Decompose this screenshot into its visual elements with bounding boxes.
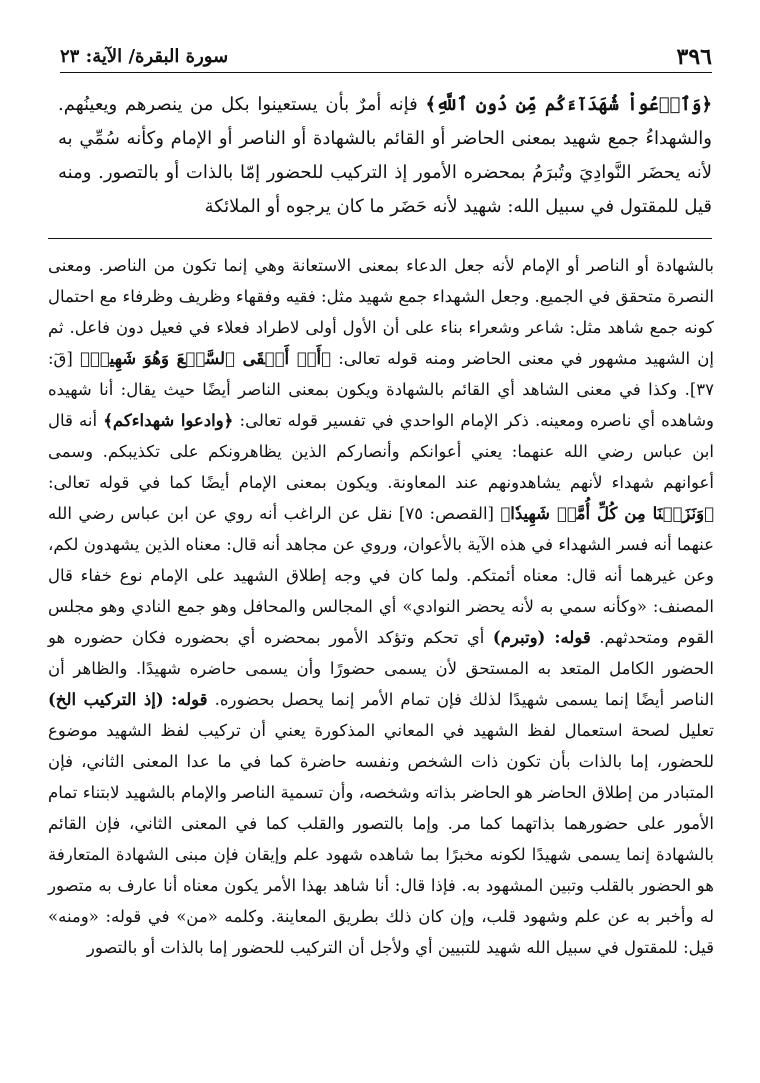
commentary-segment: بالشهادة أو الناصر أو الإمام لأنه جعل الدعاء بمعنى الاستعانة وهي إنما تكون من الناصر. ومعنى النصرة متحقق في الجميع. وجعل الشهداء جمع شهيد مثل: فقيه وفقهاء وظريف وظرفاء مع احتمال كونه جمع شاهد مثل: شاعر وشعراء بناء على أن الأول أولى لاطراد فعلاء في فعيل دون فاعل. ثم إن الشهيد مشهور في معنى الحاضر ومنه قوله تعالى: <box>48 256 715 368</box>
commentary-segment: تعليل لصحة استعمال لفظ الشهيد في المعاني المذكورة يعني أن تركيب لفظ الشهيد موضوع للحضور، إما بالذات بأن تكون ذات الشخص ونفسه حاضرة كما في ما عدا المعنى الثاني، فإن المتبادر من إطلاق الحاضر هو الحاضر بذاته وشخصه، وأن تسمية الناصر والإمام بالشهيد لابتناء تمام الأمور على حضورهما بذاتهما كما مر. وإما بالتصور والقلب كما في المعنى الثاني، فإن القائم بالشهادة إنما يسمى شهيدًا لكونه مخبرًا بما شاهده شهود علم وإيقان فإن مبنى الشهادة المتعارفة هو الحضور بالقلب وتبين المشهود به. فإذا قال: أنا شاهد بهذا الأمر يكون معناه أنا عارف به متصور له وأخبر به عن علم وشهود قلب، وإن كان ذلك بطريق المعاينة. وكلمه «من» في قوله: «ومنه» قيل: للمقتول في سبيل الله شهيد للتبيين أي ولأجل أن التركيب للحضور إما بالذات أو بالتصور <box>48 721 714 957</box>
page-number: ٣٩٦ <box>676 44 712 70</box>
quran-quote: ﴿وَنَزَعۡنَا مِن كُلِّ أُمَّةٖ شَهِيدٗا﴾ <box>500 504 714 523</box>
quran-quote: ﴿وادعوا شهداءكم﴾ <box>103 411 234 430</box>
footnote-separator <box>48 238 712 239</box>
commentary-segment: [القصص: ٧٥] نقل عن الراغب أنه روي عن ابن عباس رضي الله عنهما أنه فسر الشهداء في هذه الآية بالأعوان، وروي عن مجاهد أنه قال: معناه الذين يشهدون لكم، وعن غيرهما أنه قال: معناه أئمتكم. ولما كان في وجه إطلاق الشهيد على الإمام نوع خفاء قال المصنف: «وكأنه سمي به لأنه يحضر النوادي» أي المجالس والمحافل وهو جمع النادي وهو مجلس القوم ومتحدثهم. <box>48 504 714 647</box>
commentary-segment: أي تحكم وتؤكد الأمور بمحضره أي بحضوره فكان حضوره هو الحضور الكامل المتعد به المستحق لأن يسمى حضورًا وأن يسمى حاضره شهيدًا. والظاهر أن الناصر أيضًا إنما يسمى شهيدًا لذلك فإن تمام الأمر إنما يحصل بحضوره. <box>48 628 714 709</box>
commentary-text <box>48 250 714 963</box>
commentary-label: قوله: (إذ التركيب الخ) <box>48 690 208 709</box>
main-text-body: فإنه أمرٌ بأن يستعينوا بكل من ينصرهم ويعينُهم. والشهداءُ جمع شهيد بمعنى الحاضر أو القائم بالشهادة أو الناصر أو الإمام وكأنه سُمِّي به لأنه يحضَر النَّوادِيَ وتُبرَمُ بمحضره الأمور إذ التركيب للحضور إمّا بالذات أو بالتصور. ومنه قيل للمقتول في سبيل الله: شهيد لأنه حَضَر ما كان يرجوه أو الملائكة <box>58 94 712 217</box>
commentary-segment: [قٓ: ٣٧]. وكذا في معنى الشاهد أي القائم بالشهادة ويكون بمعنى الناصر أيضًا حيث يقال: أنا شهيده وشاهده أي ناصره ومعينه. ذكر الإمام الواحدي في تفسير قوله تعالى: <box>48 349 714 430</box>
commentary-segment: أنه قال ابن عباس رضي الله عنهما: يعني أعوانكم وأنصاركم الذين يظاهرونكم على تكذيبكم. وسمى أعوانهم شهداء لأنهم يشاهدونهم عند المعاونة. ويكون بمعنى الإمام أيضًا كما في قوله تعالى: <box>48 411 714 492</box>
main-text <box>58 88 712 224</box>
surah-reference: سورة البقرة/ الآية: ٢٣ <box>60 46 229 67</box>
commentary-label: قوله: (وتبرم) <box>492 628 591 647</box>
quran-verse: ﴿وَٱدۡعُواْ شُهَدَآءَكُم مِّن دُونِ ٱللَّهِ﴾ <box>425 94 712 115</box>
quran-quote: ﴿أَوۡ أَلۡقَى ٱلسَّمۡعَ وَهُوَ شَهِيدٞ﴾ <box>79 349 332 368</box>
page-header <box>60 42 712 73</box>
